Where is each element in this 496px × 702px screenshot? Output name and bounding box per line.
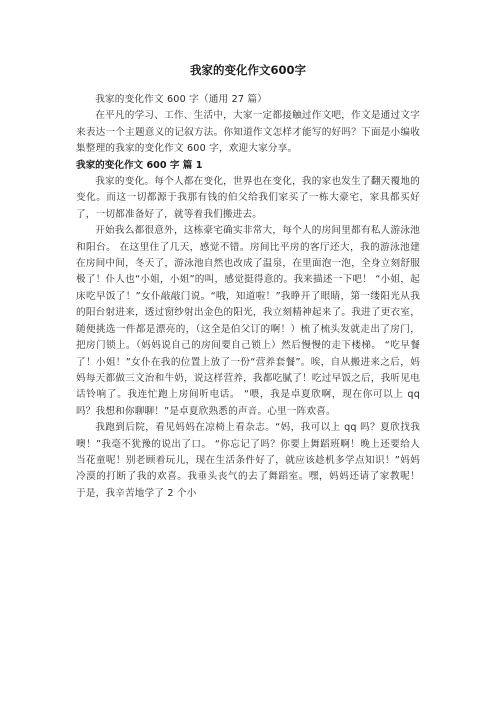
intro-paragraph: 在平凡的学习、工作、生活中，大家一定都接触过作文吧，作文是通过文字来表达一个主题意义的记叙方法。你知道作文怎样才能写的好吗？下面是小编收集整理的我家的变化作文 600 字，欢迎大家分享。 bbox=[76, 110, 420, 155]
body-paragraph: 我家的变化。每个人都在变化，世界也在变化，我的家也发生了翻天覆地的变化。而这一切都源于我那有钱的伯父给我们家买了一栋大豪宅，家具都买好了，一切都准备好了，就等着我们搬进去。 bbox=[76, 176, 420, 220]
document-subtitle: 我家的变化作文 600 字（通用 27 篇） bbox=[95, 94, 268, 105]
section-heading: 我家的变化作文 600 字 篇 1 bbox=[76, 159, 203, 171]
document-title: 我家的变化作文600字 bbox=[189, 63, 306, 77]
body-paragraph: 我跑到后院，看见妈妈在凉椅上看杂志。“妈，我可以上 qq 吗？夏欣找我噢！”我毫不犹豫的说出了口。 “你忘记了吗？你要上舞蹈班啊！晚上还要给人当花童呢！别老顾着玩儿，现在生活条件好了，就应该趁机多学点知识！”妈妈冷漠的打断了我的欢喜。我垂头丧气的去了舞蹈室。嘿，妈妈还请了家教呢！ 于是，我辛苦地学了 2 个小 bbox=[76, 422, 420, 499]
body-paragraph: 开始我么都很意外，这栋豪宅确实非常大，每个人的房间里都有私人游泳池和阳台。 在这里住了几天，感觉不错。房间比平房的客厅还大，我的游泳池建在房间中间，冬天了，游泳池自然也改成了温泉，在里面泡一泡，全身立刻舒服极了！仆人也“小姐，小姐”的叫，感觉挺得意的。我来描述一下吧！ “小姐，起床吃早饭了！”女仆敲敲门说。“哦，知道啦！”我睁开了眼睛，第一缕阳光从我的阳台射进来，透过窗纱射出金色的阳光，我立刻精神起来了。我进了更衣室，随便挑选一件都是漂亮的，（这全是伯父订的啊！）梳了梳头发就走出了房门，把房门锁上。（妈妈说自己的房间要自己锁上）然后慢慢的走下楼梯。 “吃早餐了！小姐！”女仆在我的位置上放了一份“营养套餐”。唉，自从搬进来之后，妈妈每天都做三文治和牛奶，说这样营养，我都吃腻了！吃过早饭之后，我听见电话铃响了。我连忙跑上房间听电话。 “喂，我是卓夏欣啊，现在你可以上 qq 吗？我想和你聊聊！”是卓夏欣熟悉的声音。心里一阵欢喜。 bbox=[76, 225, 420, 417]
